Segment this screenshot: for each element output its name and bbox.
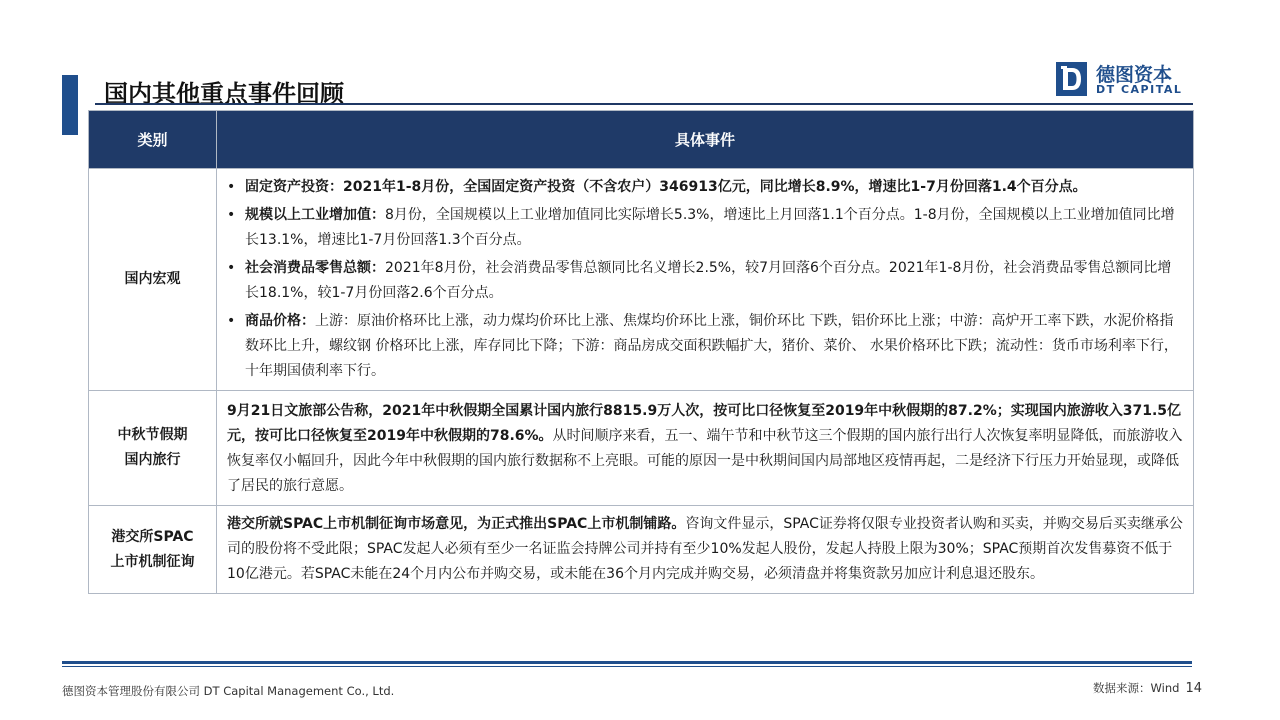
data-source: 数据来源：Wind — [1093, 681, 1180, 695]
title-accent-bar — [62, 75, 78, 135]
list-item: • 社会消费品零售总额：2021年8月份，社会消费品零售总额同比名义增长2.5%，较7月回落6个百分点。2021年1-8月份，社会消费品零售总额同比增长18.1%，较1-7月份回落2.6个百分点。 — [227, 260, 1172, 301]
list-item: • 商品价格：上游：原油价格环比上涨，动力煤均价环比上涨、焦煤均价环比上涨，铜价环比 下跌，铝价环比上涨；中游：高炉开工率下跌，水泥价格指数环比上升，螺纹钢 价格环比上涨，库存同比下降；下游：商品房成交面积跌幅扩大，猪价、菜价、 水果价格环比下跌；流动性：货币市场利率下行，十年期国债利率下行。 — [227, 313, 1178, 379]
footer-divider-thin — [62, 666, 1192, 667]
logo-text-en: DT CAPITAL — [1096, 83, 1183, 96]
footer-company: 德图资本管理股份有限公司 DT Capital Management Co., Ltd. — [62, 684, 395, 698]
page-number: 14 — [1185, 681, 1202, 696]
spac-text: 咨询文件显示，SPAC证券将仅限专业投资者认购和买卖，并购交易后买卖继承公司的股份将不受此限；SPAC发起人必须有至少一名证监会持牌公司并持有至少10%发起人股份，发起人持股上限为30%；SPAC预期首次发售募资不低于10亿港元。若SPAC未能在24个月内公布并购交易，或未能在36个月内完成并购交易，必须清盘并将集资款另加应计利息退还股东。 — [227, 516, 1183, 582]
table-row — [89, 506, 1194, 594]
events-spac — [217, 506, 1194, 594]
header-events: 具体事件 — [217, 111, 1194, 169]
logo-text-cn: 德图资本 — [1096, 64, 1173, 86]
table-row — [89, 391, 1194, 506]
events-macro — [217, 169, 1194, 391]
list-item: • 固定资产投资：2021年1-8月份，全国固定资产投资（不含农户）346913亿元，同比增长8.9%，增速比1-7月份回落1.4个百分点。 — [227, 179, 1087, 195]
footer-source — [1093, 680, 1202, 696]
events-holiday — [217, 391, 1194, 506]
footer-divider-thick — [62, 661, 1192, 664]
bullet-heading: 商品价格： — [245, 313, 315, 329]
macro-bullet-list — [227, 175, 1183, 384]
bullet-text: 上游：原油价格环比上涨，动力煤均价环比上涨、焦煤均价环比上涨，铜价环比 下跌，铝价环比上涨；中游：高炉开工率下跌，水泥价格指数环比上升，螺纹钢 价格环比上涨，库存同比下降；下游：商品房成交面积跌幅扩大，猪价、菜价、 水果价格环比下跌；流动性：货币市场利率下行，十年期国债利率下行。 — [245, 313, 1178, 379]
title-underline — [95, 103, 1193, 105]
page-title: 国内其他重点事件回顾 — [104, 80, 344, 108]
table-row — [89, 169, 1194, 391]
bullet-heading: 规模以上工业增加值： — [245, 207, 385, 223]
spac-lead: 港交所就SPAC上市机制征询市场意见，为正式推出SPAC上市机制铺路。 — [227, 516, 686, 532]
bullet-text: 2021年8月份，社会消费品零售总额同比名义增长2.5%，较7月回落6个百分点。2021年1-8月份，社会消费品零售总额同比增长18.1%，较1-7月份回落2.6个百分点。 — [245, 260, 1172, 301]
events-table — [88, 110, 1194, 594]
header-category: 类别 — [89, 111, 217, 169]
list-item: • 规模以上工业增加值：8月份，全国规模以上工业增加值同比实际增长5.3%，增速比上月回落1.1个百分点。1-8月份，全国规模以上工业增加值同比增长13.1%，增速比1-7月份回落1.3个百分点。 — [227, 207, 1175, 248]
dt-logo-icon — [1056, 62, 1087, 96]
category-holiday: 中秋节假期 国内旅行 — [89, 391, 217, 506]
company-logo — [1056, 62, 1186, 96]
bullet-heading: 固定资产投资：2021年1-8月份，全国固定资产投资（不含农户）346913亿元，同比增长8.9%，增速比1-7月份回落1.4个百分点。 — [245, 179, 1087, 195]
table-header-row — [89, 111, 1194, 169]
category-spac: 港交所SPAC 上市机制征询 — [89, 506, 217, 594]
bullet-heading: 社会消费品零售总额： — [245, 260, 385, 276]
holiday-lead: 9月21日文旅部公告称，2021年中秋假期全国累计国内旅行8815.9万人次，按可比口径恢复至2019年中秋假期的87.2%；实现国内旅游收入371.5亿元，按可比口径恢复至2019年中秋假期的78.6%。 — [227, 403, 1182, 444]
category-macro: 国内宏观 — [89, 169, 217, 391]
bullet-text: 8月份，全国规模以上工业增加值同比实际增长5.3%，增速比上月回落1.1个百分点。1-8月份，全国规模以上工业增加值同比增长13.1%，增速比1-7月份回落1.3个百分点。 — [245, 207, 1175, 248]
holiday-text: 从时间顺序来看，五一、端午节和中秋节这三个假期的国内旅行出行人次恢复率明显降低，而旅游收入恢复率仅小幅回升，因此今年中秋假期的国内旅行数据称不上亮眼。可能的原因一是中秋期间国内局部地区疫情再起，二是经济下行压力开始显现，或降低了居民的旅行意愿。 — [227, 428, 1183, 494]
